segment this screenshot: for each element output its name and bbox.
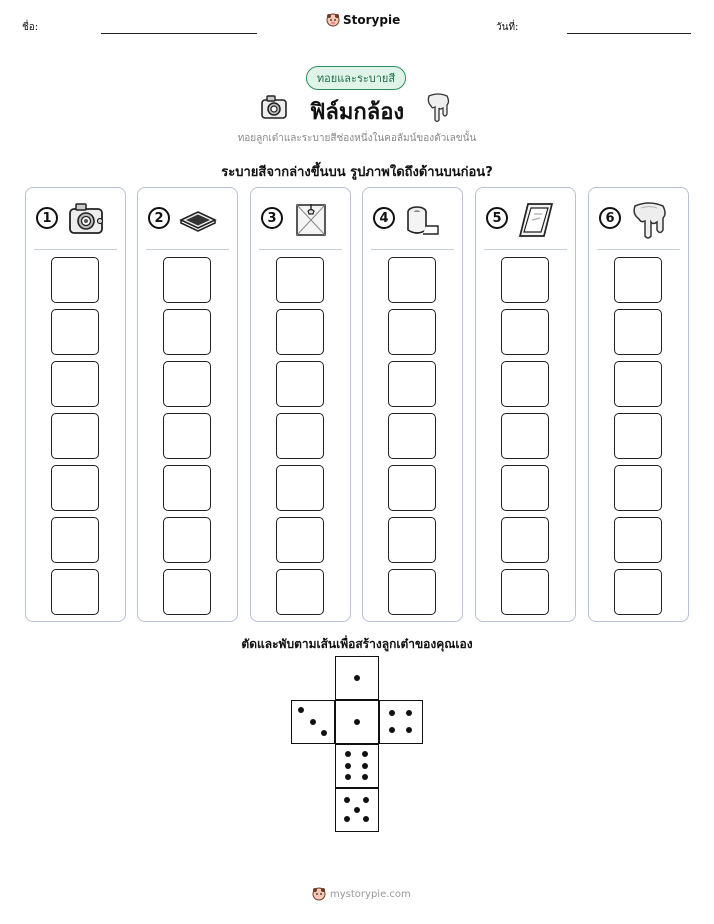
brand-name: Storypie bbox=[343, 13, 401, 27]
dice-pip bbox=[354, 675, 360, 681]
dice-pip bbox=[344, 816, 350, 822]
color-cell[interactable] bbox=[388, 257, 436, 303]
color-cell[interactable] bbox=[501, 309, 549, 355]
column-divider bbox=[484, 249, 567, 250]
color-cell[interactable] bbox=[276, 413, 324, 459]
color-cell[interactable] bbox=[388, 309, 436, 355]
date-label: วันที่: bbox=[496, 22, 519, 33]
color-column-5 bbox=[475, 187, 576, 622]
film-roll-icon bbox=[403, 200, 443, 240]
color-cell[interactable] bbox=[388, 517, 436, 563]
color-cell[interactable] bbox=[614, 465, 662, 511]
date-line[interactable] bbox=[567, 33, 691, 34]
dice-pip bbox=[363, 797, 369, 803]
dice-pip bbox=[406, 710, 412, 716]
color-cell[interactable] bbox=[163, 413, 211, 459]
dice-pip bbox=[362, 774, 368, 780]
color-cell[interactable] bbox=[276, 257, 324, 303]
color-cell[interactable] bbox=[276, 309, 324, 355]
color-cell[interactable] bbox=[501, 465, 549, 511]
color-cell[interactable] bbox=[614, 413, 662, 459]
storypie-mascot-icon bbox=[326, 13, 340, 27]
dice-pip bbox=[354, 807, 360, 813]
footer bbox=[312, 887, 411, 901]
column-number: 2 bbox=[148, 207, 170, 229]
dice-face-4 bbox=[379, 700, 423, 744]
dice-pip bbox=[389, 710, 395, 716]
dice-pip bbox=[362, 751, 368, 757]
color-column-2 bbox=[137, 187, 238, 622]
dice-pip bbox=[344, 797, 350, 803]
dice-pip bbox=[406, 727, 412, 733]
dice-pip bbox=[345, 751, 351, 757]
color-cell[interactable] bbox=[163, 309, 211, 355]
color-cell[interactable] bbox=[501, 361, 549, 407]
color-cell[interactable] bbox=[51, 413, 99, 459]
dice-face-1 bbox=[335, 656, 379, 700]
column-divider bbox=[597, 249, 680, 250]
dripping-paint-icon bbox=[629, 200, 669, 240]
color-cell[interactable] bbox=[614, 257, 662, 303]
color-cell[interactable] bbox=[276, 361, 324, 407]
color-cell[interactable] bbox=[501, 257, 549, 303]
color-cell[interactable] bbox=[388, 465, 436, 511]
photo-frame-icon bbox=[516, 200, 556, 240]
color-cell[interactable] bbox=[388, 361, 436, 407]
color-cell[interactable] bbox=[163, 257, 211, 303]
camera-icon bbox=[66, 200, 106, 240]
color-cell[interactable] bbox=[51, 309, 99, 355]
dice-pip bbox=[354, 719, 360, 725]
footer-site: mystorypie.com bbox=[330, 888, 411, 900]
column-number: 4 bbox=[373, 207, 395, 229]
color-column-4 bbox=[362, 187, 463, 622]
color-cell[interactable] bbox=[388, 413, 436, 459]
color-cell[interactable] bbox=[614, 569, 662, 615]
color-cell[interactable] bbox=[51, 257, 99, 303]
brand-logo bbox=[326, 13, 400, 27]
darkroom-lamp-icon bbox=[291, 200, 331, 240]
color-cell[interactable] bbox=[51, 465, 99, 511]
column-number: 6 bbox=[599, 207, 621, 229]
color-cell[interactable] bbox=[614, 361, 662, 407]
color-cell[interactable] bbox=[501, 413, 549, 459]
column-divider bbox=[259, 249, 342, 250]
color-cell[interactable] bbox=[51, 517, 99, 563]
dice-face-5 bbox=[335, 788, 379, 832]
column-divider bbox=[34, 249, 117, 250]
color-cell[interactable] bbox=[51, 569, 99, 615]
color-cell[interactable] bbox=[501, 517, 549, 563]
dice-face-1 bbox=[335, 700, 379, 744]
color-cell[interactable] bbox=[276, 569, 324, 615]
column-number: 5 bbox=[486, 207, 508, 229]
color-cell[interactable] bbox=[163, 465, 211, 511]
page-title: ฟิล์มกล้อง bbox=[309, 100, 405, 125]
color-column-3 bbox=[250, 187, 351, 622]
dice-pip bbox=[321, 730, 327, 736]
storypie-mascot-icon bbox=[312, 887, 326, 901]
color-cell[interactable] bbox=[163, 517, 211, 563]
developing-tray-icon bbox=[178, 200, 218, 240]
dice-pip bbox=[362, 763, 368, 769]
column-number: 3 bbox=[261, 207, 283, 229]
name-line[interactable] bbox=[101, 33, 257, 34]
column-divider bbox=[146, 249, 229, 250]
dice-pip bbox=[310, 719, 316, 725]
color-column-6 bbox=[588, 187, 689, 622]
instructions-subtitle: ทอยลูกเต๋าและระบายสีช่องหนึ่งในคอลัมน์ของตัวเลขนั้น bbox=[237, 133, 477, 144]
color-cell[interactable] bbox=[388, 569, 436, 615]
dice-pip bbox=[298, 707, 304, 713]
color-column-1 bbox=[25, 187, 126, 622]
dice-pip bbox=[345, 774, 351, 780]
dice-pip bbox=[345, 763, 351, 769]
column-number: 1 bbox=[36, 207, 58, 229]
question-text: ระบายสีจากล่างขึ้นบน รูปภาพใดถึงด้านบนก่อน? bbox=[221, 165, 493, 180]
color-cell[interactable] bbox=[163, 569, 211, 615]
dice-face-3 bbox=[291, 700, 335, 744]
name-label: ชื่อ: bbox=[22, 22, 39, 33]
color-cell[interactable] bbox=[614, 517, 662, 563]
cut-instruction: ตัดและพับตามเส้นเพื่อสร้างลูกเต๋าของคุณเอง bbox=[241, 637, 473, 651]
column-divider bbox=[371, 249, 454, 250]
color-cell[interactable] bbox=[51, 361, 99, 407]
activity-badge: ทอยและระบายสี bbox=[306, 66, 406, 90]
dripping-paint-icon bbox=[425, 92, 451, 124]
color-cell[interactable] bbox=[501, 569, 549, 615]
color-cell[interactable] bbox=[163, 361, 211, 407]
color-cell[interactable] bbox=[614, 309, 662, 355]
dice-face-6 bbox=[335, 744, 379, 788]
dice-pip bbox=[363, 816, 369, 822]
color-cell[interactable] bbox=[276, 517, 324, 563]
dice-pip bbox=[389, 727, 395, 733]
color-cell[interactable] bbox=[276, 465, 324, 511]
